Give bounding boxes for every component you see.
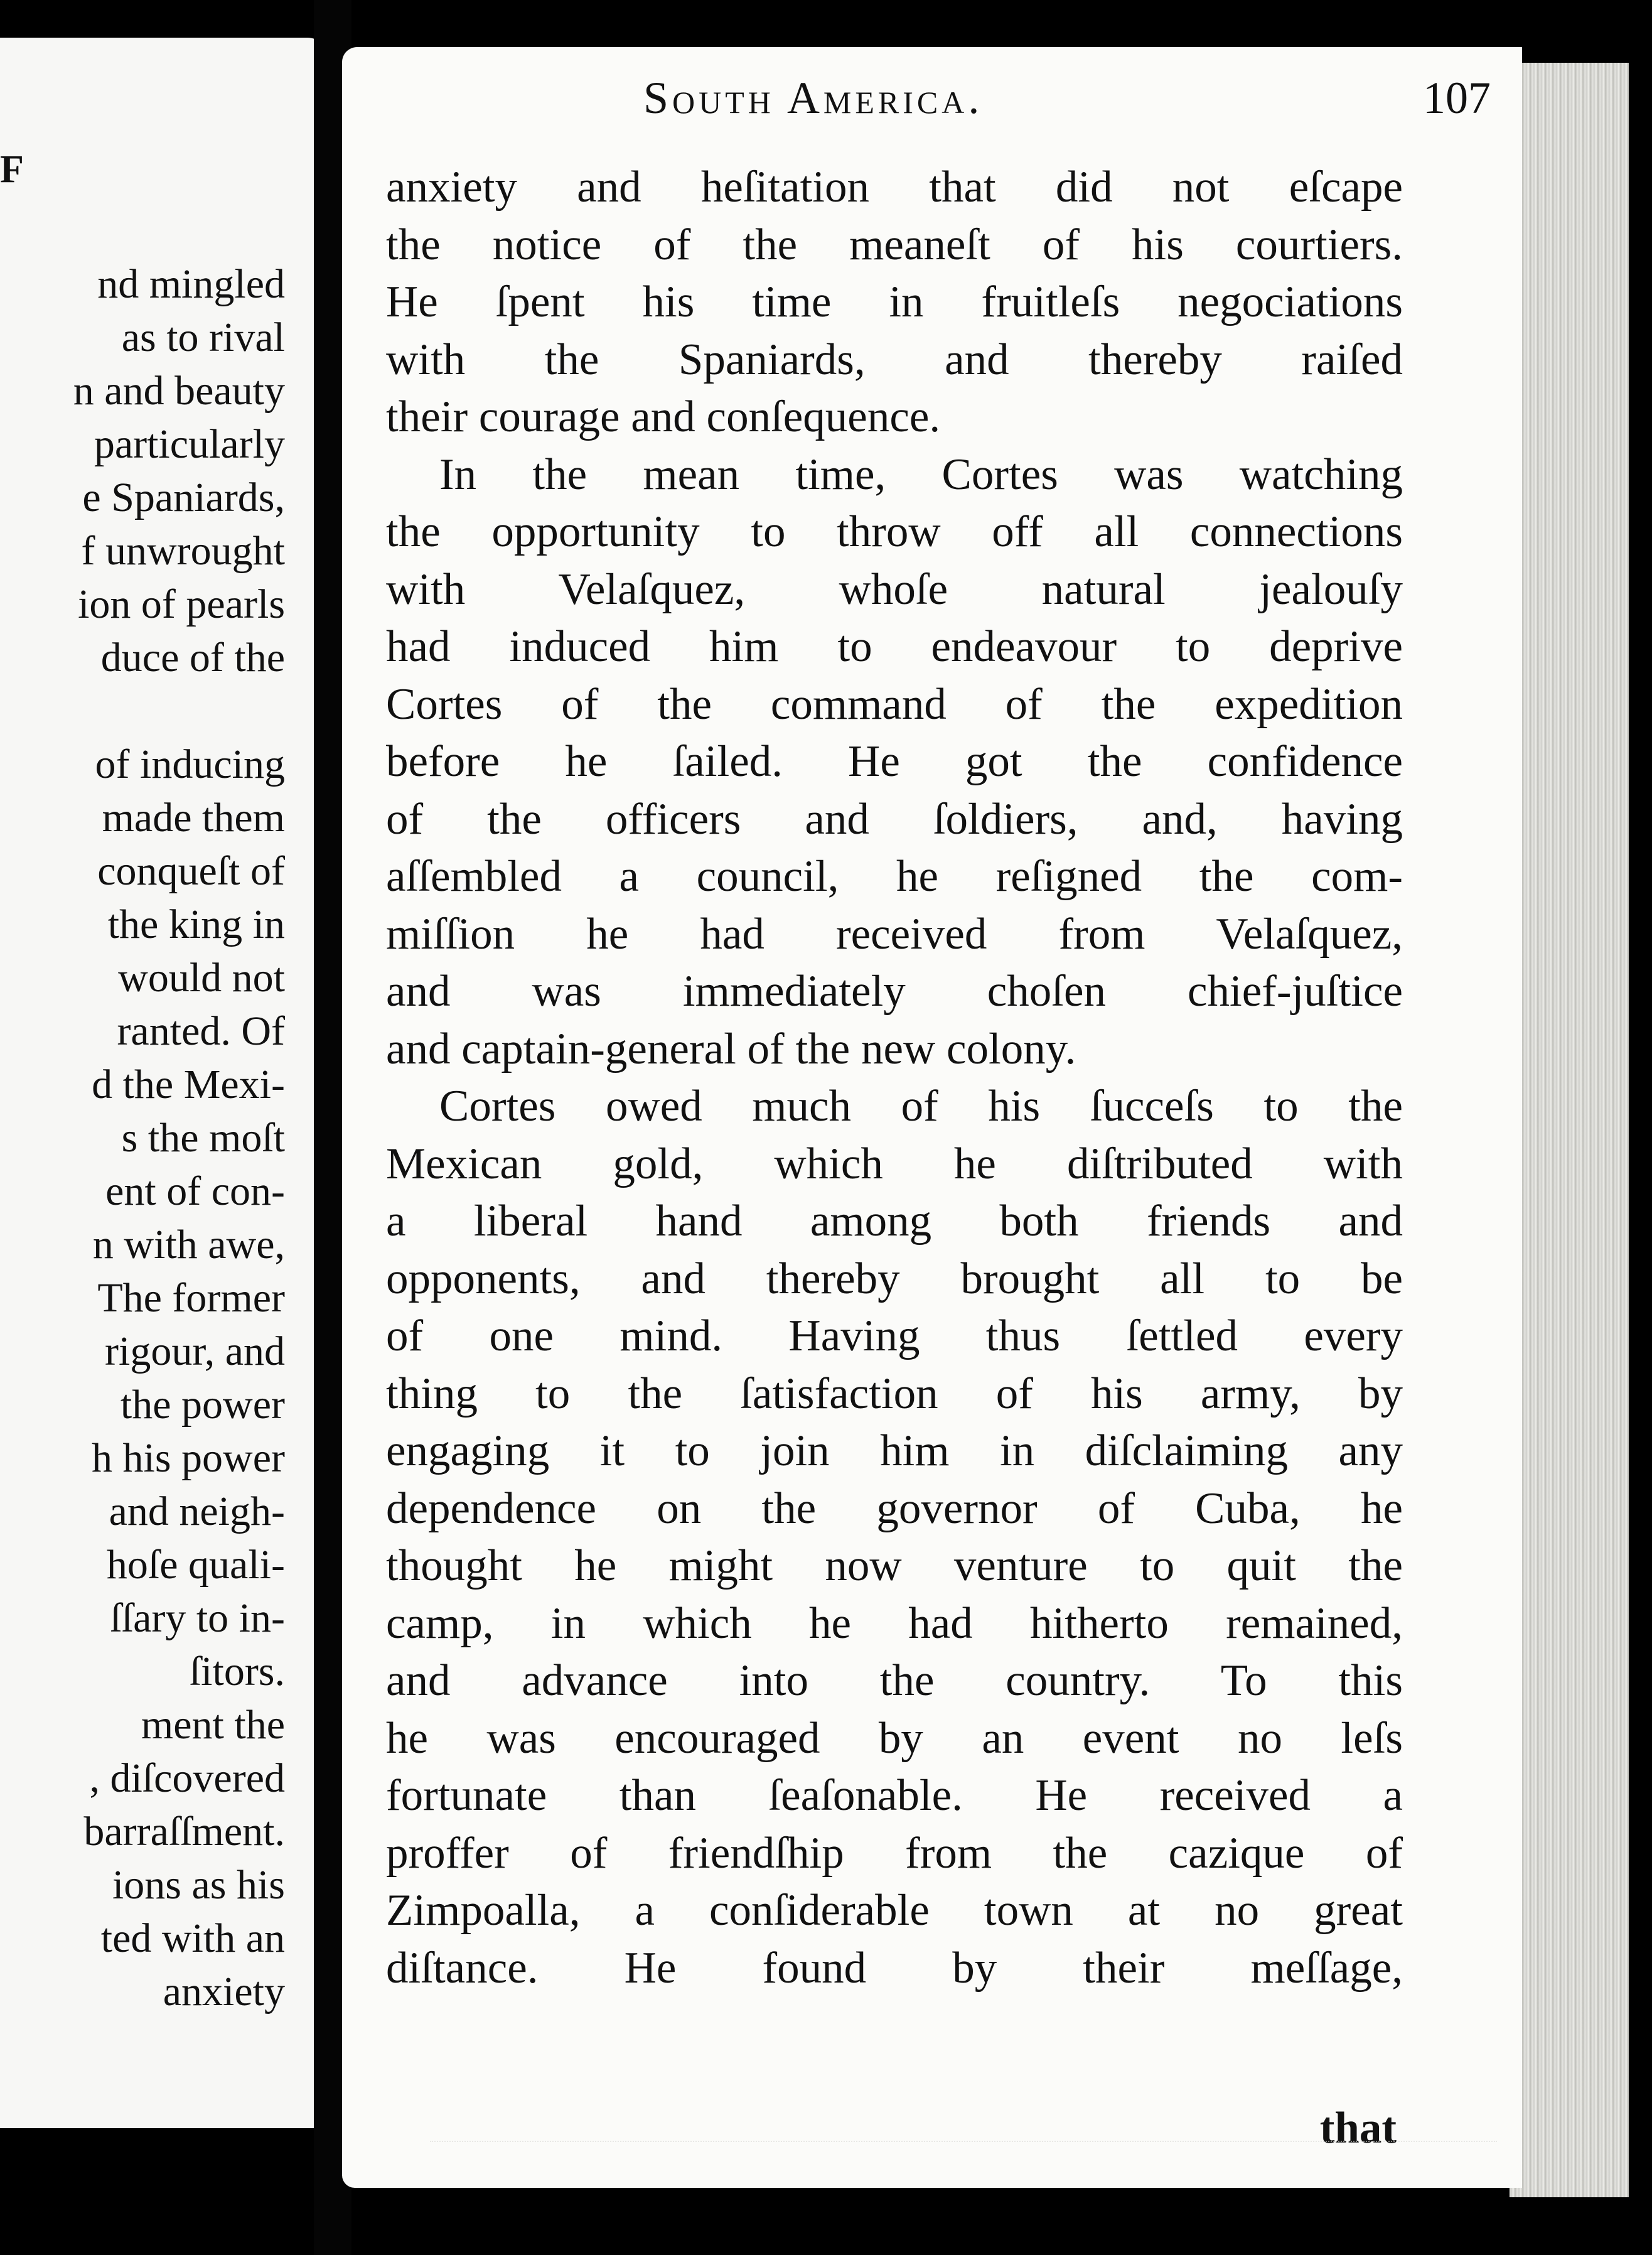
text-line: and was immediately choſen chief-juſtice [386, 967, 1403, 1016]
text-line: had induced him to endeavour to deprive [386, 622, 1403, 671]
previous-page-line: the power [120, 1382, 285, 1428]
text-line: of the officers and ſoldiers, and, having [386, 794, 1403, 844]
previous-page-line [0, 684, 285, 738]
text-line: the notice of the meaneſt of his courtiers. [386, 220, 1403, 269]
text-line: he was encouraged by an event no leſs [386, 1713, 1403, 1763]
previous-page-line: particularly [94, 421, 285, 467]
text-line: their courage and conſequence. [386, 392, 941, 441]
previous-page-line: ion of pearls [78, 581, 285, 627]
previous-page-line: ent of con- [105, 1168, 285, 1214]
previous-page-line: ranted. Of [117, 1008, 285, 1054]
previous-page-line: e Spaniards, [82, 475, 285, 520]
text-line: and advance into the country. To this [386, 1656, 1403, 1705]
previous-page-line: ſſary to in- [110, 1595, 285, 1641]
previous-page-line: f unwrought [81, 528, 285, 574]
book-page [342, 47, 1522, 2188]
text-line: before he ſailed. He got the confidence [386, 737, 1403, 786]
previous-page-line: made them [102, 795, 285, 841]
previous-page-line: d the Mexi- [92, 1062, 285, 1107]
previous-page-text [0, 257, 285, 2018]
text-line: Cortes of the command of the expedition [386, 679, 1403, 729]
previous-page-line: anxiety [163, 1969, 285, 2015]
previous-page-line: rigour, and [105, 1328, 285, 1374]
previous-page-line: would not [118, 955, 285, 1001]
text-line: Mexican gold, which he diſtributed with [386, 1139, 1403, 1188]
previous-page-line: n with awe, [92, 1222, 285, 1267]
previous-page-line: nd mingled [97, 261, 285, 307]
text-line: Zimpoalla, a conſiderable town at no great [386, 1886, 1403, 1935]
text-line: thing to the ſatisfaction of his army, by [386, 1369, 1403, 1418]
previous-page-line: hoſe quali- [106, 1542, 285, 1588]
previous-page-line: as to rival [121, 315, 285, 360]
body-text [386, 159, 1403, 1997]
text-line: with the Spaniards, and thereby raiſed [386, 335, 1403, 384]
previous-page-line: ted with an [100, 1915, 285, 1961]
text-line: a liberal hand among both friends and [386, 1197, 1403, 1246]
text-line: with Velaſquez, whoſe natural jealouſy [386, 564, 1403, 614]
paper-specks [430, 2141, 1497, 2161]
previous-page-line: the king in [107, 901, 285, 947]
text-line: engaging it to join him in diſclaiming any [386, 1426, 1403, 1475]
previous-page-line: n and beauty [73, 368, 285, 414]
text-line: proffer of friendſhip from the cazique of [386, 1828, 1403, 1878]
previous-page-line: The former [97, 1275, 285, 1321]
previous-page-line: ment the [141, 1702, 285, 1748]
text-line: He ſpent his time in fruitleſs negociations [386, 277, 1403, 326]
text-line: diſtance. He found by their meſſage, [386, 1943, 1403, 1993]
text-line: thought he might now venture to quit the [386, 1541, 1403, 1590]
text-line: aſſembled a council, he reſigned the com- [386, 852, 1403, 901]
text-line: dependence on the governor of Cuba, he [386, 1483, 1403, 1533]
previous-page-line: of inducing [95, 741, 285, 787]
page-header [643, 72, 1491, 148]
previous-page-line: duce of the [100, 635, 285, 681]
text-line: In the mean time, Cortes was watching [439, 449, 1403, 499]
previous-page [0, 38, 326, 2128]
previous-page-line: s the moſt [121, 1115, 285, 1161]
running-title: South America. [643, 73, 984, 123]
previous-page-line: and neigh- [109, 1488, 285, 1534]
catchword: that [1319, 2104, 1397, 2153]
previous-page-line: ſitors. [189, 1649, 285, 1694]
previous-page-line: conqueſt of [97, 848, 285, 894]
text-line: and captain-general of the new colony. [386, 1024, 1076, 1074]
text-line: of one mind. Having thus ſettled every [386, 1311, 1403, 1360]
previous-page-line: , diſcovered [89, 1755, 285, 1801]
text-line: the opportunity to throw off all connections [386, 507, 1403, 556]
previous-page-header-fragment: F [0, 148, 25, 191]
previous-page-line: ions as his [112, 1862, 285, 1908]
previous-page-line: h his power [92, 1435, 285, 1481]
text-line: Cortes owed much of his ſucceſs to the [439, 1082, 1403, 1131]
page-block-edge [1510, 63, 1629, 2197]
text-line: camp, in which he had hitherto remained, [386, 1598, 1403, 1648]
text-line: opponents, and thereby brought all to be [386, 1254, 1403, 1303]
text-line: fortunate than ſeaſonable. He received a [386, 1771, 1403, 1820]
previous-page-line: barraſſment. [83, 1809, 285, 1854]
text-line: anxiety and heſitation that did not eſcape [386, 163, 1403, 212]
page-number: 107 [1423, 73, 1491, 123]
text-line: miſſion he had received from Velaſquez, [386, 909, 1403, 959]
